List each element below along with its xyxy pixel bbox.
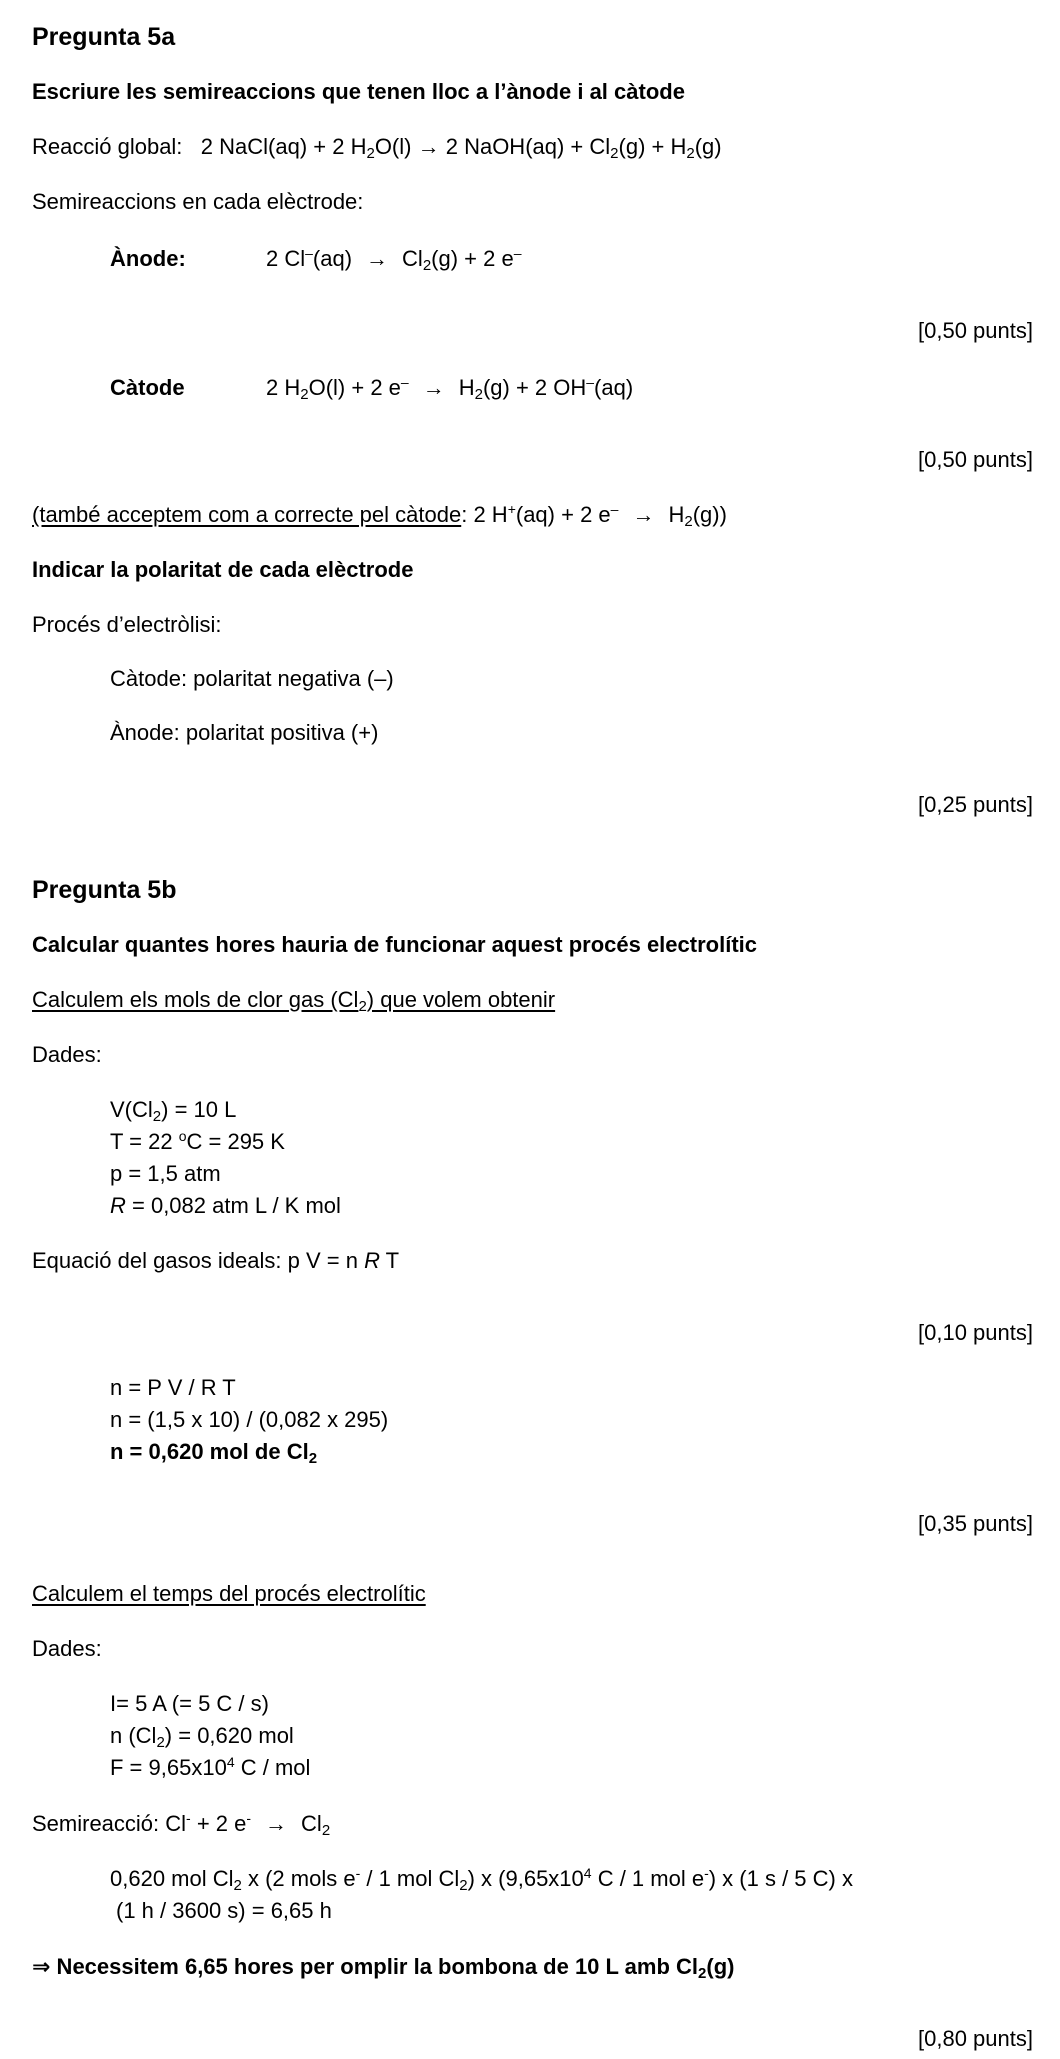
final-points: [0,80 punts] <box>918 2026 1033 2051</box>
implies-arrow-icon: ⇒ <box>32 1954 51 1979</box>
q5a-task-1: Escriure les semireaccions que tenen lloc a l’ànode i al càtode <box>32 79 685 104</box>
q5a-task-2: Indicar la polaritat de cada elèctrode <box>32 557 414 582</box>
subheading-moles: Calculem els mols de clor gas $(Cl_2)$ que volem obtenir <box>32 987 556 1015</box>
global-reaction-label: Reacció global: <box>32 134 183 159</box>
anode-points: [0,50 punts] <box>918 318 1033 343</box>
q5a-title: Pregunta 5a <box>32 23 176 51</box>
temperature-value: T = 22 $^o$C = 295 K <box>110 1128 285 1154</box>
moles-formula: n = P V / R T <box>110 1375 236 1400</box>
alternative-cathode: (també acceptem com a correcte pel càtode: 2 H+(aq) + 2 $e^- \to H_2(g)$) <box>32 501 727 530</box>
pressure-value: p = 1,5 atm <box>110 1161 221 1186</box>
ideal-gas-equation: Equació del gasos ideals: p V = n R T <box>32 1248 400 1273</box>
q5b-title: Pregunta 5b <box>32 876 177 904</box>
cathode-polarity: Càtode: polaritat negativa (–) <box>110 666 394 691</box>
cathode-points: [0,50 punts] <box>918 447 1033 472</box>
data-label-2: Dades: <box>32 1636 102 1661</box>
global-reaction: Reacció global: 2 NaCl(aq) + 2 $H_2O(l) \to 2$ NaOH(aq) + $Cl_2(g) + H_2(g)$ <box>32 134 722 162</box>
moles-points: [0,35 punts] <box>918 1511 1033 1536</box>
anode-polarity: Ànode: polaritat positiva (+) <box>110 720 379 745</box>
process-label: Procés d’electròlisi: <box>32 612 222 637</box>
semireactions-label: Semireaccions en cada elèctrode: <box>32 189 364 214</box>
cathode-equation: 2 $H_2O(l) + 2$ $e^- \to H_2(g) + 2$ OH–(aq) <box>266 374 634 403</box>
time-calculation-line-1: 0,620 mol $Cl_2$ x (2 mols e- / 1 mol $Cl_2$) x ($9,65x10^4$ C / 1 mol e-) x (1 s / 5 C) x <box>110 1865 853 1894</box>
anode-label: Ànode: <box>110 246 186 271</box>
data-label-1: Dades: <box>32 1042 102 1067</box>
conclusion: ⇒ Necessitem 6,65 hores per omplir la bombona de 10 L amb $Cl_2(g)$ <box>32 1954 735 1982</box>
subheading-time: Calculem el temps del procés electrolític <box>32 1581 426 1606</box>
faraday-value: $F = 9,65x10^4$ C / mol <box>110 1754 311 1780</box>
anode-equation: 2 $Cl^-(aq) \to Cl_2(g) + 2$ e– <box>266 245 522 274</box>
semireaction-chlorine: Semireacció: Cl- + 2 $e^- \to Cl_2$ <box>32 1810 331 1839</box>
volume-value: $V(Cl_2) = 10$ L <box>110 1097 237 1125</box>
cathode-label: Càtode <box>110 375 185 400</box>
ideal-gas-points: [0,10 punts] <box>918 1320 1033 1345</box>
moles-result: n = 0,620 mol de $Cl_2$ <box>110 1439 318 1467</box>
time-calculation-line-2: (1 h / 3600 s) = 6,65 h <box>116 1898 332 1923</box>
polarity-points: [0,25 punts] <box>918 792 1033 817</box>
q5b-task: Calcular quantes hores hauria de funcionar aquest procés electrolític <box>32 932 757 957</box>
chlorine-moles-value: n $(Cl_2) = 0,620$ mol <box>110 1723 294 1751</box>
moles-substitution: n = (1,5 x 10) / (0,082 x 295) <box>110 1407 389 1432</box>
current-value: I= 5 A (= 5 C / s) <box>110 1691 269 1716</box>
gas-constant-value: R = 0,082 atm L / K mol <box>110 1193 341 1218</box>
